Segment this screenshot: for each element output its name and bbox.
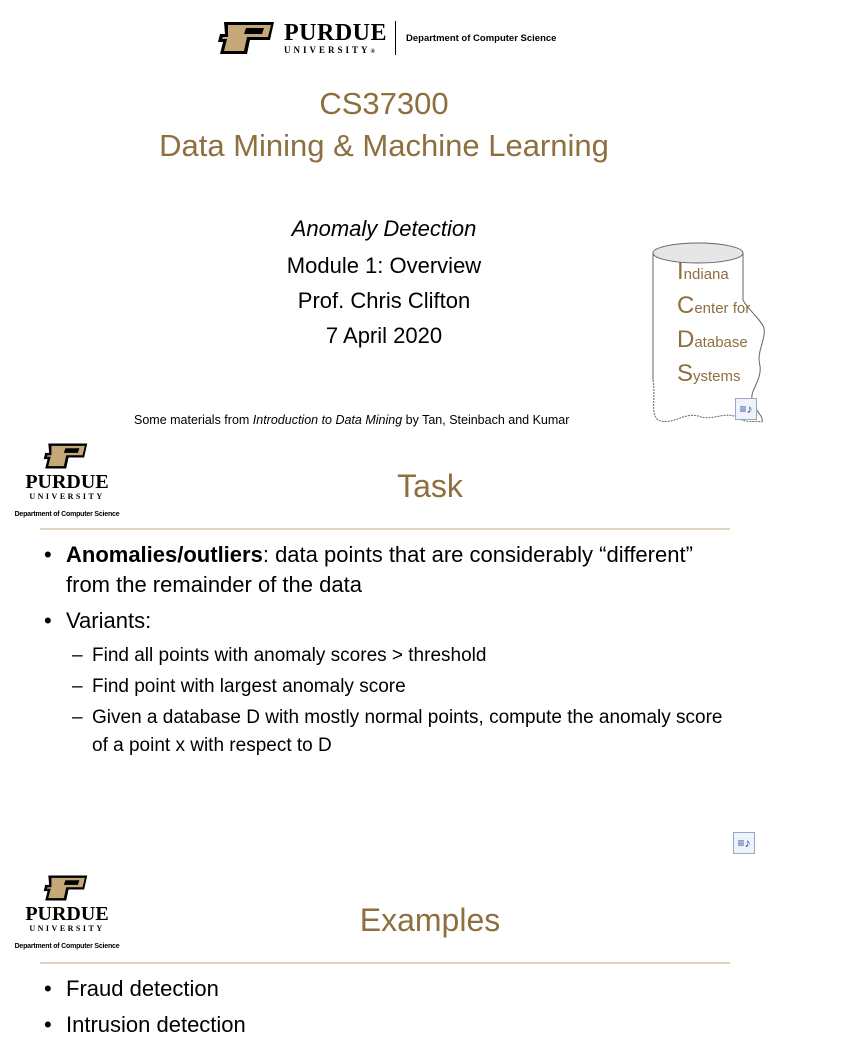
audio-note-icon[interactable]: ≡♪ (733, 832, 755, 854)
task-slide (0, 432, 768, 864)
bullet-list (40, 974, 740, 1046)
list-item: • Fraud detection (40, 974, 740, 1004)
list-item: • Variants: (40, 606, 740, 636)
list-item: • Anomalies/outliers: data points that are considerably “different” from the remainder of the data (40, 540, 740, 600)
icds-line-2: Center for (677, 292, 751, 319)
sub-list-item: – Given a database D with mostly normal points, compute the anomaly score of a point x with respect to D (40, 704, 732, 760)
logo-subword: UNIVERSITY (284, 45, 371, 55)
department-name: Department of Computer Science (14, 511, 120, 518)
logo-wordmark: PURDUE (25, 471, 109, 493)
slide-title: Examples (359, 902, 501, 938)
book-title: Introduction to Data Mining (252, 413, 403, 427)
title-slide (0, 0, 768, 432)
logo-wordmark: PURDUE (284, 20, 387, 46)
icds-line-3: Database (677, 326, 748, 353)
examples-slide (0, 864, 768, 1037)
credit-line: Some materials from Introduction to Data Mining by Tan, Steinbach and Kumar (134, 413, 570, 427)
module-label: Module 1: Overview (286, 253, 482, 278)
purdue-p-icon (216, 20, 280, 56)
title-divider (40, 528, 730, 530)
icds-line-4: Systems (677, 360, 741, 387)
professor-name: Prof. Chris Clifton (297, 288, 471, 313)
title-divider (40, 962, 730, 964)
lecture-topic: Anomaly Detection (291, 216, 477, 241)
registered-mark: ® (370, 49, 375, 55)
logo-subword: UNIVERSITY (29, 492, 105, 501)
logo-divider (395, 21, 396, 55)
list-item: • Intrusion detection (40, 1010, 740, 1040)
purdue-logo (216, 18, 556, 58)
bullet-list (40, 540, 740, 763)
icds-line-1: Indiana (677, 258, 729, 285)
course-code: CS37300 (319, 86, 449, 121)
sub-list-item: – Find all points with anomaly scores > threshold (40, 642, 740, 670)
logo-subword: UNIVERSITY (29, 924, 105, 933)
audio-note-icon[interactable]: ≡♪ (735, 398, 757, 420)
logo-wordmark: PURDUE (25, 903, 109, 925)
course-title: Data Mining & Machine Learning (159, 128, 609, 163)
purdue-p-icon (42, 442, 92, 470)
department-name: Department of Computer Science (14, 943, 120, 950)
slide-title: Task (397, 468, 463, 504)
sub-list-item: – Find point with largest anomaly score (40, 673, 740, 701)
department-name: Department of Computer Science (406, 32, 557, 44)
purdue-p-icon (42, 874, 92, 902)
lecture-date: 7 April 2020 (325, 323, 443, 348)
